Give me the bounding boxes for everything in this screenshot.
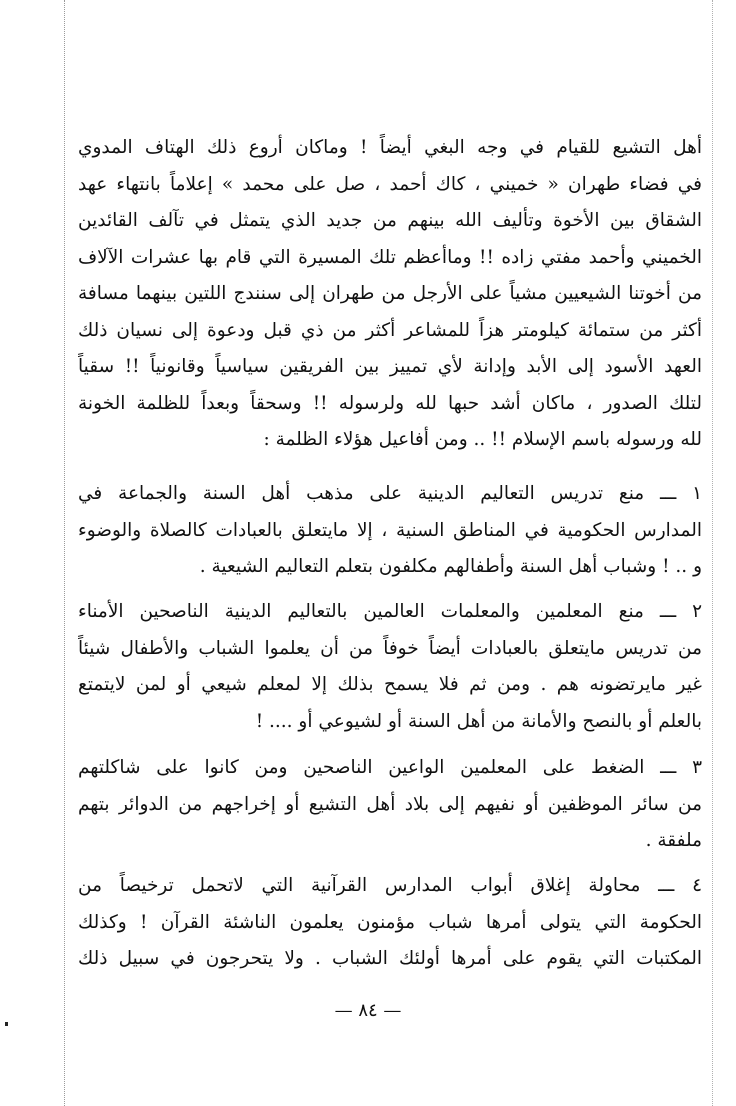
text-line: غير مايرتضونه هم . ومن ثم فلا يسمح بذلك إلا لمعلم شيعي أو لمن لايتمتع bbox=[78, 674, 702, 695]
text-line: لتلك الصدور ، ماكان أشد حبها لله ولرسوله !! وسحقاً وبعداً للظلمة الخونة bbox=[78, 392, 702, 414]
text-line: العهد الأسود إلى الأبد وإدانة لأي تمييز بين الفريقين سياسياً وقانونياً !! سقياً bbox=[78, 356, 702, 377]
text-line: بالعلم أو بالنصح والأمانة من أهل السنة أو لشيوعي أو .... ! bbox=[255, 710, 702, 732]
scan-speck bbox=[5, 1022, 8, 1026]
text-line: من سائر الموظفين أو نفيهم إلى بلاد أهل التشيع أو إخراجهم من الدوائر بتهم bbox=[78, 793, 702, 815]
text-line: ٢ ـــ منع المعلمين والمعلمات العالمين بالتعاليم الدينية الناصحين الأمناء bbox=[78, 601, 702, 622]
text-line: المدارس الحكومية في المناطق السنية ، إلا مايتعلق بالعبادات كالصلاة والوضوء bbox=[78, 519, 702, 541]
paragraph-item-2 bbox=[78, 594, 702, 740]
text-line: في فضاء طهران « خميني ، كاك أحمد ، صل على محمد » إعلاماً بانتهاء عهد bbox=[78, 173, 702, 195]
paragraph-item-4 bbox=[78, 868, 702, 978]
paragraph-intro bbox=[78, 130, 702, 459]
page-number: — ٨٤ — bbox=[334, 1000, 402, 1021]
paragraph-item-1 bbox=[78, 476, 702, 586]
text-line: أكثر من ستمائة كيلومتر هزاً للمشاعر أكثر من ذي قبل ودعوة إلى نسيان ذلك bbox=[78, 319, 702, 341]
text-line: لله ورسوله باسم الإسلام !! .. ومن أفاعيل هؤلاء الظلمة : bbox=[263, 429, 702, 450]
text-line: ٤ ـــ محاولة إغلاق أبواب المدارس القرآنية التي لاتحمل ترخيصاً من bbox=[78, 875, 702, 896]
text-line: ٣ ـــ الضغط على المعلمين الواعين الناصحين ومن كانوا على شاكلتهم bbox=[78, 757, 702, 778]
text-line: و .. ! وشباب أهل السنة وأطفالهم مكلفون بتعلم التعاليم الشيعية . bbox=[199, 556, 702, 577]
text-line: من أخوتنا الشيعيين مشياً على الأرجل من طهران إلى سنندج اللتين بينهما مسافة bbox=[78, 283, 702, 304]
text-line: ملفقة . bbox=[645, 830, 702, 851]
text-line: من تدريس مايتعلق بالعبادات أيضاً خوفاً من أن يعلموا الشباب والأطفال شيئاً bbox=[78, 637, 702, 659]
text-line: الشقاق بين الأخوة وتأليف الله بينهم من جديد الذي يتمثل في تآلف القائدين bbox=[78, 210, 702, 231]
text-line: أهل التشيع للقيام في وجه البغي أيضاً ! وماكان أروع ذلك الهتاف المدوي bbox=[78, 137, 702, 158]
text-line: الحكومة التي يتولى أمرها شباب مؤمنون يعلمون الناشئة القرآن ! وكذلك bbox=[78, 911, 702, 933]
text-line: ١ ـــ منع تدريس التعاليم الدينية على مذهب أهل السنة والجماعة في bbox=[78, 483, 702, 504]
text-line: الخميني وأحمد مفتي زاده !! وماأعظم تلك المسيرة التي قام بها عشرات الآلاف bbox=[78, 246, 702, 268]
scan-edge-left bbox=[64, 0, 65, 1106]
paragraph-item-3 bbox=[78, 750, 702, 860]
text-line: المكتبات التي يقوم على أمرها أولئك الشباب . ولا يتحرجون في سبيل ذلك bbox=[78, 948, 702, 969]
scan-edge-right bbox=[712, 0, 713, 1106]
